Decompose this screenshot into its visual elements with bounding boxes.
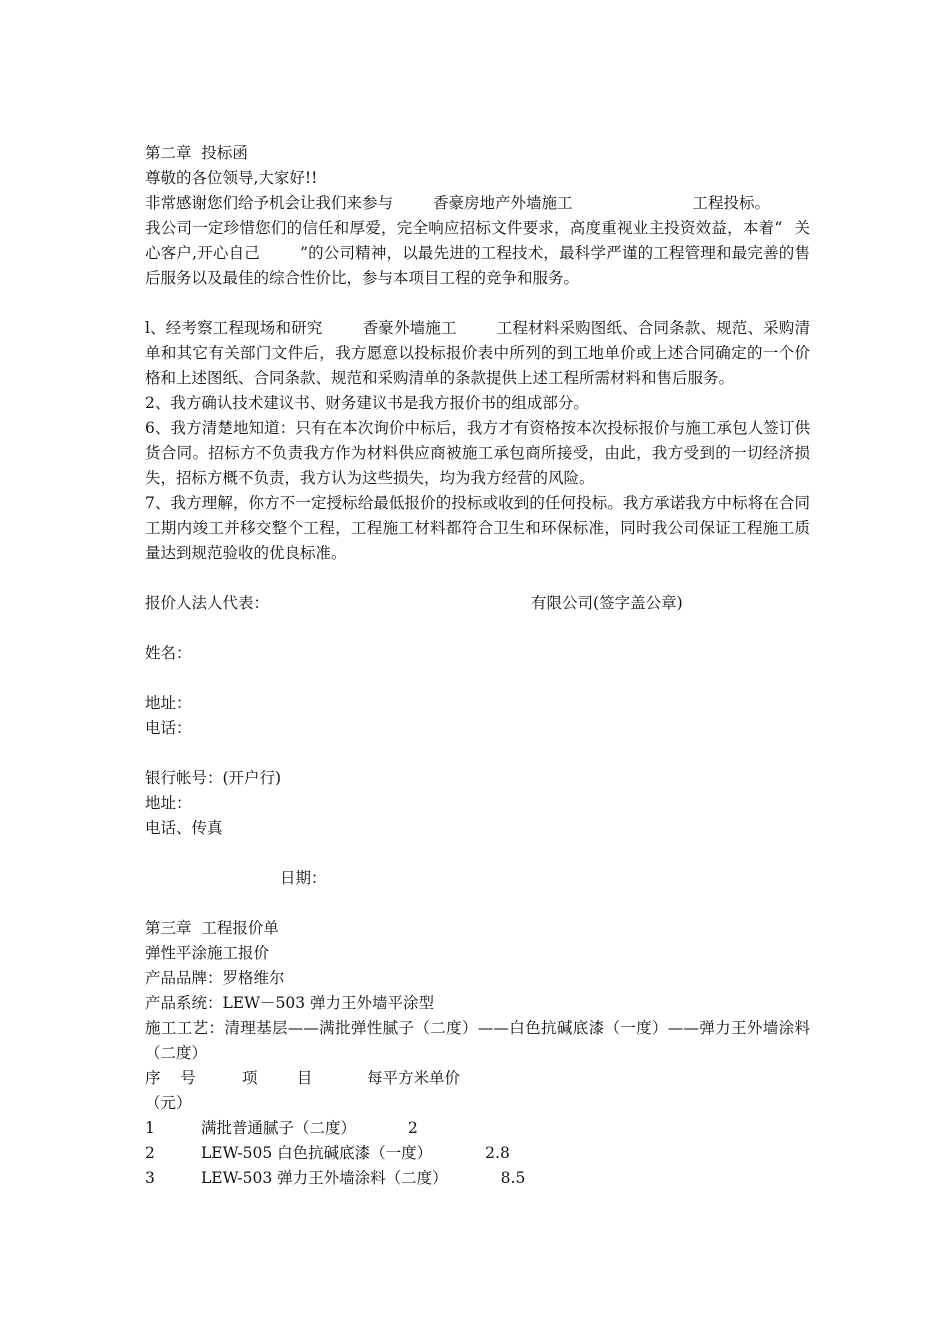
phone-label: 电话： (145, 719, 192, 737)
clause-1-project: 香豪外墙施工 (362, 319, 457, 337)
product-system: 产品系统：LEW－503 弹力王外墙平涂型 (145, 994, 435, 1012)
project-name: 香豪房地产外墙施工 (433, 194, 573, 212)
date-label: 日期： (280, 869, 327, 887)
thanks-text-a: 非常感谢您们给予机会让我们来参与 (145, 194, 394, 212)
row-item: LEW-505 白色抗碱底漆（一度） (201, 1144, 433, 1162)
row-price: 2 (408, 1119, 418, 1137)
clause-1: l、经考察工程现场和研究 香豪外墙施工 工程材料采购图纸、合同条款、规范、采购清单和其它有关部门文件后，我方愿意以投标报价表中所列的到工地单价或上述合同确定的一个价格和上述图纸、合同条款、规范和采购清单的条款提供上述工程所需材料和售后服务。 (145, 319, 810, 387)
construction-process: 施工工艺：清理基层——满批弹性腻子（二度）——白色抗碱底漆（一度）——弹力王外墙涂料（二度） (145, 1019, 810, 1062)
signature-rep-line (145, 591, 810, 616)
greeting: 尊敬的各位领导,大家好!! (145, 169, 318, 187)
unit-note: （元） (145, 1094, 192, 1112)
bank-account-label: 银行帐号：(开户行) (145, 769, 282, 787)
row-seq: 1 (145, 1119, 155, 1137)
commitment-paragraph: 我公司一定珍惜您们的信任和厚爱，完全响应招标文件要求，高度重视业主投资效益，本着“ 关心客户,开心自己 ”的公司精神，以最先进的工程技术，最科学严谨的工程管理和最完善的售后服务以及最佳的综合性价比，参与本项目工程的竞争和服务。 (145, 219, 810, 287)
company-slogan: 关心客户,开心自己 (145, 219, 810, 262)
phone-fax-label: 电话、传真 (145, 819, 223, 837)
header-item: 项 目 (242, 1069, 313, 1087)
document-page (145, 141, 810, 1191)
name-label: 姓名： (145, 644, 192, 662)
chapter3-title: 第三章 工程报价单 (145, 919, 279, 937)
address-label: 地址： (145, 694, 192, 712)
row-item: 满批普通腻子（二度） (201, 1119, 357, 1137)
header-seq: 序 号 (145, 1069, 196, 1087)
row-seq: 2 (145, 1144, 155, 1162)
company-seal-label: 有限公司(签字盖公章) (531, 594, 683, 612)
clause-6: 6、我方清楚地知道：只有在本次询价中标后，我方才有资格按本次投标报价与施工承包人签订供货合同。招标方不负责我方作为材料供应商被施工承包商所接受，由此，我方受到的一切经济损失，招标方概不负责，我方认为这些损失，均为我方经营的风险。 (145, 419, 810, 487)
quote-subtitle: 弹性平涂施工报价 (145, 944, 270, 962)
table-row (145, 1141, 810, 1166)
thanks-text-b: 工程投标。 (692, 194, 771, 212)
product-brand: 产品品牌：罗格维尔 (145, 969, 285, 987)
table-header (145, 1066, 810, 1091)
table-row (145, 1116, 810, 1141)
row-price: 2.8 (485, 1144, 510, 1162)
table-row (145, 1166, 810, 1191)
rep-label: 报价人法人代表： (145, 594, 270, 612)
row-item: LEW-503 弹力王外墙涂料（二度） (201, 1169, 448, 1187)
row-price: 8.5 (500, 1169, 526, 1187)
thanks-line (145, 191, 810, 216)
header-price: 每平方米单价 (367, 1069, 461, 1087)
row-seq: 3 (145, 1169, 155, 1187)
clause-7: 7、我方理解，你方不一定授标给最低报价的投标或收到的任何投标。我方承诺我方中标将在合同工期内竣工并移交整个工程，工程施工材料都符合卫生和环保标准，同时我公司保证工程施工质量达到规范验收的优良标准。 (145, 494, 810, 562)
chapter2-title: 第二章 投标函 (145, 144, 248, 162)
clause-2: 2、我方确认技术建议书、财务建议书是我方报价书的组成部分。 (145, 394, 589, 412)
address2-label: 地址： (145, 794, 192, 812)
